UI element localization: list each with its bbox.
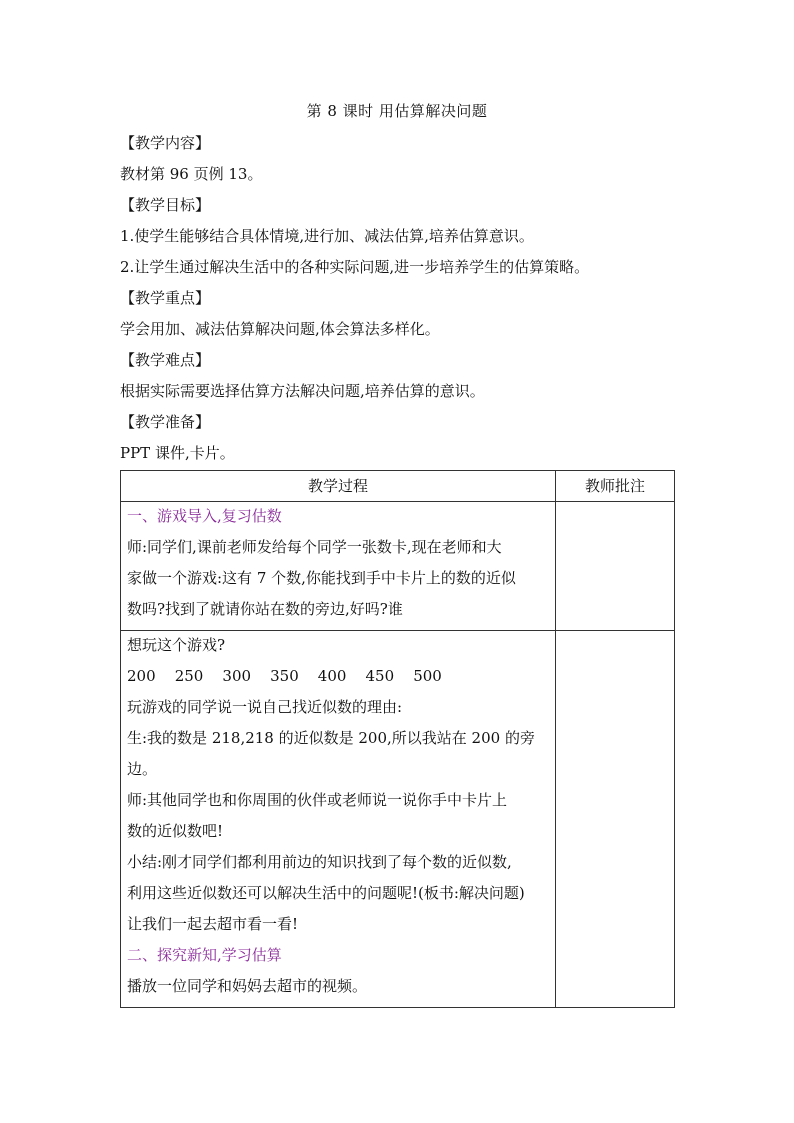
- process-line: 家做一个游戏:这有 7 个数,你能找到手中卡片上的数的近似: [127, 569, 516, 587]
- objective-2: 2.让学生通过解决生活中的各种实际问题,进一步培养学生的估算策略。: [120, 258, 590, 276]
- stage-heading-2: 二、探究新知,学习估算: [127, 946, 282, 964]
- section-heading-content: 【教学内容】: [120, 134, 211, 152]
- section-heading-key-points: 【教学重点】: [120, 289, 211, 307]
- process-line: 玩游戏的同学说一说自己找近似数的理由:: [127, 698, 403, 716]
- section-heading-difficulties: 【教学难点】: [120, 351, 211, 369]
- number-sequence: 200 250 300 350 400 450 500: [127, 667, 442, 685]
- section-heading-objectives: 【教学目标】: [120, 196, 211, 214]
- teaching-process-table: [120, 470, 675, 1008]
- process-line: 想玩这个游戏?: [127, 636, 226, 654]
- difficulty-text: 根据实际需要选择估算方法解决问题,培养估算的意识。: [120, 382, 485, 400]
- notes-cell: [556, 502, 675, 631]
- table-row: [121, 631, 675, 1008]
- process-line: 小结:刚才同学们都利用前边的知识找到了每个数的近似数,: [127, 853, 512, 871]
- process-line: 生:我的数是 218,218 的近似数是 200,所以我站在 200 的旁: [127, 729, 535, 747]
- stage-heading-1: 一、游戏导入,复习估数: [127, 507, 282, 525]
- process-line: 师:其他同学也和你周围的伙伴或老师说一说你手中卡片上: [127, 791, 508, 809]
- header-teacher-notes: 教师批注: [556, 471, 675, 502]
- process-line: 边。: [127, 760, 158, 778]
- process-line: 利用这些近似数还可以解决生活中的问题呢!(板书:解决问题): [127, 884, 525, 902]
- process-cell: [121, 631, 556, 1008]
- section-text-content: 教材第 96 页例 13。: [120, 165, 263, 183]
- lesson-title: 第 8 课时 用估算解决问题: [306, 102, 488, 120]
- notes-cell: [556, 631, 675, 1008]
- process-line: 师:同学们,课前老师发给每个同学一张数卡,现在老师和大: [127, 538, 502, 556]
- section-heading-preparation: 【教学准备】: [120, 413, 211, 431]
- process-line: 让我们一起去超市看一看!: [127, 915, 299, 933]
- process-line: 数的近似数吧!: [127, 822, 224, 840]
- key-point-text: 学会用加、减法估算解决问题,体会算法多样化。: [120, 320, 440, 338]
- process-line: 播放一位同学和妈妈去超市的视频。: [127, 977, 368, 995]
- process-cell: [121, 502, 556, 631]
- header-teaching-process: 教学过程: [121, 471, 556, 502]
- table-row: [121, 502, 675, 631]
- process-line: 数吗?找到了就请你站在数的旁边,好吗?谁: [127, 600, 403, 618]
- objective-1: 1.使学生能够结合具体情境,进行加、减法估算,培养估算意识。: [120, 227, 534, 245]
- table-header-row: [121, 471, 675, 502]
- preparation-text: PPT 课件,卡片。: [120, 444, 235, 462]
